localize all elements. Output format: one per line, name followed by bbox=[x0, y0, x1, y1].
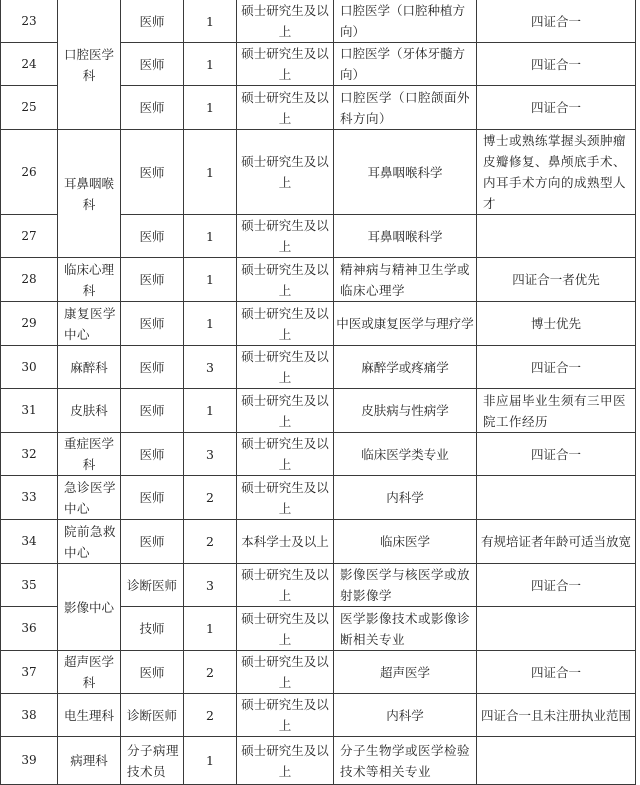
education-cell: 硕士研究生及以上 bbox=[237, 694, 334, 737]
count-cell: 3 bbox=[184, 433, 237, 476]
row-number: 34 bbox=[1, 520, 58, 564]
count-cell: 2 bbox=[184, 651, 237, 694]
department-cell: 皮肤科 bbox=[58, 389, 121, 433]
post-cell: 医师 bbox=[121, 86, 184, 130]
requirement-cell: 四证合一 bbox=[477, 43, 636, 86]
post-cell: 医师 bbox=[121, 130, 184, 215]
post-cell: 医师 bbox=[121, 389, 184, 433]
education-cell: 硕士研究生及以上 bbox=[237, 0, 334, 43]
major-cell: 耳鼻咽喉科学 bbox=[334, 215, 477, 258]
major-cell: 麻醉学或疼痛学 bbox=[334, 346, 477, 389]
education-cell: 硕士研究生及以上 bbox=[237, 86, 334, 130]
major-cell: 中医或康复医学与理疗学 bbox=[334, 302, 477, 346]
education-cell: 硕士研究生及以上 bbox=[237, 215, 334, 258]
major-cell: 分子生物学或医学检验技术等相关专业 bbox=[334, 737, 477, 785]
count-cell: 3 bbox=[184, 564, 237, 607]
table-row bbox=[1, 433, 636, 476]
major-cell: 耳鼻咽喉科学 bbox=[334, 130, 477, 215]
requirement-cell: 博士优先 bbox=[477, 302, 636, 346]
table-row bbox=[1, 302, 636, 346]
department-cell: 电生理科 bbox=[58, 694, 121, 737]
major-cell: 超声医学 bbox=[334, 651, 477, 694]
requirement-cell bbox=[477, 215, 636, 258]
table-row bbox=[1, 130, 636, 215]
department-cell: 麻醉科 bbox=[58, 346, 121, 389]
table-row bbox=[1, 737, 636, 785]
row-number: 25 bbox=[1, 86, 58, 130]
major-cell: 内科学 bbox=[334, 476, 477, 520]
count-cell: 1 bbox=[184, 43, 237, 86]
requirement-cell bbox=[477, 737, 636, 785]
row-number: 39 bbox=[1, 737, 58, 785]
count-cell: 1 bbox=[184, 302, 237, 346]
requirement-cell: 四证合一 bbox=[477, 564, 636, 607]
department-cell: 临床心理科 bbox=[58, 258, 121, 302]
requirement-cell: 四证合一者优先 bbox=[477, 258, 636, 302]
count-cell: 1 bbox=[184, 86, 237, 130]
education-cell: 硕士研究生及以上 bbox=[237, 607, 334, 651]
education-cell: 硕士研究生及以上 bbox=[237, 651, 334, 694]
education-cell: 硕士研究生及以上 bbox=[237, 302, 334, 346]
education-cell: 本科学士及以上 bbox=[237, 520, 334, 564]
post-cell: 医师 bbox=[121, 215, 184, 258]
education-cell: 硕士研究生及以上 bbox=[237, 130, 334, 215]
row-number: 24 bbox=[1, 43, 58, 86]
table-row bbox=[1, 651, 636, 694]
count-cell: 1 bbox=[184, 737, 237, 785]
row-number: 33 bbox=[1, 476, 58, 520]
table-row bbox=[1, 258, 636, 302]
education-cell: 硕士研究生及以上 bbox=[237, 346, 334, 389]
table-row bbox=[1, 0, 636, 43]
major-cell: 医学影像技术或影像诊断相关专业 bbox=[334, 607, 477, 651]
row-number: 31 bbox=[1, 389, 58, 433]
major-cell: 临床医学 bbox=[334, 520, 477, 564]
count-cell: 1 bbox=[184, 607, 237, 651]
post-cell: 医师 bbox=[121, 258, 184, 302]
department-cell: 影像中心 bbox=[58, 564, 121, 651]
table-row bbox=[1, 694, 636, 737]
table-row bbox=[1, 346, 636, 389]
department-cell: 急诊医学中心 bbox=[58, 476, 121, 520]
count-cell: 1 bbox=[184, 258, 237, 302]
post-cell: 技师 bbox=[121, 607, 184, 651]
row-number: 28 bbox=[1, 258, 58, 302]
department-cell: 康复医学中心 bbox=[58, 302, 121, 346]
major-cell: 皮肤病与性病学 bbox=[334, 389, 477, 433]
post-cell: 医师 bbox=[121, 346, 184, 389]
requirement-cell: 四证合一 bbox=[477, 86, 636, 130]
table-row bbox=[1, 389, 636, 433]
row-number: 37 bbox=[1, 651, 58, 694]
post-cell: 医师 bbox=[121, 651, 184, 694]
requirement-cell: 四证合一 bbox=[477, 433, 636, 476]
count-cell: 2 bbox=[184, 476, 237, 520]
requirement-cell: 非应届毕业生须有三甲医院工作经历 bbox=[477, 389, 636, 433]
department-cell: 院前急救中心 bbox=[58, 520, 121, 564]
education-cell: 硕士研究生及以上 bbox=[237, 258, 334, 302]
requirement-cell: 博士或熟练掌握头颈肿瘤皮瓣修复、鼻颅底手术、内耳手术方向的成熟型人才 bbox=[477, 130, 636, 215]
count-cell: 2 bbox=[184, 694, 237, 737]
major-cell: 口腔医学（牙体牙髓方向） bbox=[334, 43, 477, 86]
major-cell: 临床医学类专业 bbox=[334, 433, 477, 476]
table-row bbox=[1, 564, 636, 607]
post-cell: 医师 bbox=[121, 43, 184, 86]
major-cell: 影像医学与核医学或放射影像学 bbox=[334, 564, 477, 607]
major-cell: 内科学 bbox=[334, 694, 477, 737]
education-cell: 硕士研究生及以上 bbox=[237, 389, 334, 433]
post-cell: 医师 bbox=[121, 433, 184, 476]
department-cell: 耳鼻咽喉科 bbox=[58, 130, 121, 258]
row-number: 26 bbox=[1, 130, 58, 215]
table-row bbox=[1, 520, 636, 564]
row-number: 27 bbox=[1, 215, 58, 258]
education-cell: 硕士研究生及以上 bbox=[237, 737, 334, 785]
education-cell: 硕士研究生及以上 bbox=[237, 433, 334, 476]
row-number: 32 bbox=[1, 433, 58, 476]
count-cell: 1 bbox=[184, 215, 237, 258]
major-cell: 口腔医学（口腔种植方向） bbox=[334, 0, 477, 43]
count-cell: 1 bbox=[184, 130, 237, 215]
requirement-cell: 四证合一且未注册执业范围 bbox=[477, 694, 636, 737]
count-cell: 3 bbox=[184, 346, 237, 389]
major-cell: 口腔医学（口腔颌面外科方向） bbox=[334, 86, 477, 130]
row-number: 35 bbox=[1, 564, 58, 607]
department-cell: 口腔医学科 bbox=[58, 0, 121, 130]
count-cell: 1 bbox=[184, 389, 237, 433]
requirement-cell: 有规培证者年龄可适当放宽 bbox=[477, 520, 636, 564]
department-cell: 重症医学科 bbox=[58, 433, 121, 476]
education-cell: 硕士研究生及以上 bbox=[237, 476, 334, 520]
requirement-cell: 四证合一 bbox=[477, 651, 636, 694]
requirement-cell: 四证合一 bbox=[477, 346, 636, 389]
department-cell: 超声医学科 bbox=[58, 651, 121, 694]
row-number: 30 bbox=[1, 346, 58, 389]
post-cell: 医师 bbox=[121, 520, 184, 564]
post-cell: 医师 bbox=[121, 476, 184, 520]
row-number: 36 bbox=[1, 607, 58, 651]
post-cell: 医师 bbox=[121, 0, 184, 43]
count-cell: 2 bbox=[184, 520, 237, 564]
department-cell: 病理科 bbox=[58, 737, 121, 785]
row-number: 23 bbox=[1, 0, 58, 43]
post-cell: 诊断医师 bbox=[121, 694, 184, 737]
row-number: 29 bbox=[1, 302, 58, 346]
post-cell: 分子病理技术员 bbox=[121, 737, 184, 785]
education-cell: 硕士研究生及以上 bbox=[237, 564, 334, 607]
post-cell: 医师 bbox=[121, 302, 184, 346]
education-cell: 硕士研究生及以上 bbox=[237, 43, 334, 86]
count-cell: 1 bbox=[184, 0, 237, 43]
requirement-cell: 四证合一 bbox=[477, 0, 636, 43]
major-cell: 精神病与精神卫生学或临床心理学 bbox=[334, 258, 477, 302]
post-cell: 诊断医师 bbox=[121, 564, 184, 607]
requirement-cell bbox=[477, 476, 636, 520]
table-row bbox=[1, 476, 636, 520]
row-number: 38 bbox=[1, 694, 58, 737]
requirement-cell bbox=[477, 607, 636, 651]
